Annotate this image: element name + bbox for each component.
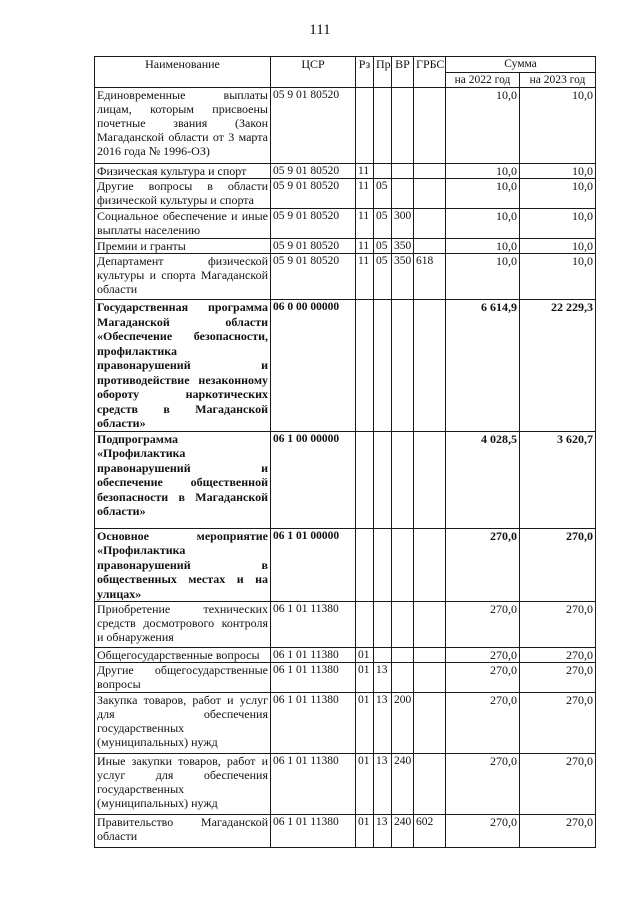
row-vr: 350	[392, 239, 414, 254]
row-pr: 13	[374, 815, 392, 848]
row-vr: 240	[392, 754, 414, 815]
row-rz: 11	[356, 164, 374, 179]
row-sum-2022: 10,0	[446, 254, 520, 300]
row-pr: 05	[374, 254, 392, 300]
row-csr: 06 1 01 11380	[271, 815, 356, 848]
row-name: Приобретение технических средств досмотрового контроля и обнаружения	[95, 602, 271, 648]
row-csr: 06 1 01 00000	[271, 528, 356, 602]
row-sum-2023: 10,0	[520, 88, 596, 164]
row-pr: 05	[374, 179, 392, 209]
row-csr: 05 9 01 80520	[271, 254, 356, 300]
row-pr	[374, 164, 392, 179]
table-row	[95, 88, 596, 164]
row-vr	[392, 179, 414, 209]
row-rz: 01	[356, 693, 374, 754]
row-csr: 06 1 01 11380	[271, 663, 356, 693]
row-name: Основное мероприятие «Профилактика правонарушений в общественных местах и на улицах»	[95, 528, 271, 602]
table-row	[95, 239, 596, 254]
row-name: Социальное обеспечение и иные выплаты населению	[95, 209, 271, 239]
row-name: Подпрограмма «Профилактика правонарушений и обеспечение общественной безопасности в Магаданской области»	[95, 431, 271, 528]
row-name: Премии и гранты	[95, 239, 271, 254]
header-pr: Пр	[374, 57, 392, 88]
row-csr: 06 0 00 00000	[271, 300, 356, 432]
row-rz	[356, 528, 374, 602]
row-csr: 05 9 01 80520	[271, 88, 356, 164]
header-year-2023: на 2023 год	[520, 73, 596, 88]
row-sum-2022: 270,0	[446, 648, 520, 663]
row-grbs	[414, 179, 446, 209]
row-name: Другие вопросы в области физической культуры и спорта	[95, 179, 271, 209]
row-name: Физическая культура и спорт	[95, 164, 271, 179]
row-grbs	[414, 528, 446, 602]
row-sum-2022: 270,0	[446, 693, 520, 754]
row-csr: 06 1 00 00000	[271, 431, 356, 528]
row-pr	[374, 88, 392, 164]
row-sum-2023: 10,0	[520, 239, 596, 254]
row-vr	[392, 648, 414, 663]
table-row	[95, 754, 596, 815]
page-number: 111	[309, 22, 331, 38]
row-sum-2023: 10,0	[520, 179, 596, 209]
row-vr	[392, 431, 414, 528]
row-vr: 350	[392, 254, 414, 300]
row-pr	[374, 602, 392, 648]
row-sum-2023: 270,0	[520, 693, 596, 754]
row-grbs	[414, 663, 446, 693]
row-vr	[392, 300, 414, 432]
row-sum-2022: 270,0	[446, 754, 520, 815]
row-name: Правительство Магаданской области	[95, 815, 271, 848]
header-sum: Сумма	[446, 57, 596, 73]
row-rz: 11	[356, 179, 374, 209]
row-rz: 11	[356, 254, 374, 300]
row-rz	[356, 300, 374, 432]
row-csr: 06 1 01 11380	[271, 754, 356, 815]
row-name: Иные закупки товаров, работ и услуг для обеспечения государственных (муниципальных) нужд	[95, 754, 271, 815]
row-pr: 13	[374, 693, 392, 754]
row-vr	[392, 602, 414, 648]
row-grbs	[414, 300, 446, 432]
row-csr: 06 1 01 11380	[271, 693, 356, 754]
table-row	[95, 254, 596, 300]
row-rz: 01	[356, 663, 374, 693]
row-sum-2022: 10,0	[446, 209, 520, 239]
header-name: Наименование	[95, 57, 271, 88]
row-sum-2023: 10,0	[520, 209, 596, 239]
row-csr: 05 9 01 80520	[271, 164, 356, 179]
row-grbs	[414, 239, 446, 254]
row-csr: 05 9 01 80520	[271, 209, 356, 239]
row-rz: 01	[356, 815, 374, 848]
table-row	[95, 528, 596, 602]
row-name: Закупка товаров, работ и услуг для обеспечения государственных (муниципальных) нужд	[95, 693, 271, 754]
row-rz	[356, 602, 374, 648]
row-rz: 11	[356, 239, 374, 254]
row-sum-2023: 10,0	[520, 164, 596, 179]
row-pr	[374, 528, 392, 602]
row-vr: 300	[392, 209, 414, 239]
row-name: Государственная программа Магаданской области «Обеспечение безопасности, профилактика правонарушений и противодействие незаконному обороту наркотических средств в Магаданской области»	[95, 300, 271, 432]
table-row	[95, 179, 596, 209]
row-sum-2023: 270,0	[520, 663, 596, 693]
row-grbs: 618	[414, 254, 446, 300]
row-sum-2022: 270,0	[446, 663, 520, 693]
table-row	[95, 648, 596, 663]
row-name: Единовременные выплаты лицам, которым присвоены почетные звания (Закон Магаданской области от 3 марта 2016 года № 1996-ОЗ)	[95, 88, 271, 164]
budget-table	[94, 56, 596, 848]
header-year-2022: на 2022 год	[446, 73, 520, 88]
row-grbs	[414, 164, 446, 179]
row-vr	[392, 88, 414, 164]
row-sum-2023: 270,0	[520, 754, 596, 815]
row-grbs	[414, 648, 446, 663]
row-sum-2022: 10,0	[446, 164, 520, 179]
row-pr: 13	[374, 663, 392, 693]
row-sum-2022: 10,0	[446, 239, 520, 254]
row-rz: 01	[356, 648, 374, 663]
row-vr	[392, 663, 414, 693]
header-vr: ВР	[392, 57, 414, 88]
row-rz: 11	[356, 209, 374, 239]
row-pr: 05	[374, 209, 392, 239]
row-rz: 01	[356, 754, 374, 815]
row-sum-2022: 270,0	[446, 528, 520, 602]
row-sum-2023: 270,0	[520, 602, 596, 648]
row-vr: 200	[392, 693, 414, 754]
row-pr	[374, 648, 392, 663]
row-grbs	[414, 602, 446, 648]
row-sum-2023: 10,0	[520, 254, 596, 300]
row-rz	[356, 88, 374, 164]
header-grbs: ГРБС	[414, 57, 446, 88]
row-name: Другие общегосударственные вопросы	[95, 663, 271, 693]
row-pr	[374, 431, 392, 528]
row-csr: 05 9 01 80520	[271, 179, 356, 209]
row-sum-2023: 270,0	[520, 815, 596, 848]
row-pr: 05	[374, 239, 392, 254]
row-name: Общегосударственные вопросы	[95, 648, 271, 663]
row-name: Департамент физической культуры и спорта Магаданской области	[95, 254, 271, 300]
row-vr: 240	[392, 815, 414, 848]
row-vr	[392, 164, 414, 179]
table-row	[95, 431, 596, 528]
row-grbs	[414, 431, 446, 528]
table-body	[95, 88, 596, 848]
table-row	[95, 663, 596, 693]
row-sum-2023: 270,0	[520, 528, 596, 602]
table-row	[95, 815, 596, 848]
table-row	[95, 209, 596, 239]
row-sum-2022: 10,0	[446, 88, 520, 164]
row-sum-2022: 270,0	[446, 602, 520, 648]
row-grbs	[414, 88, 446, 164]
row-sum-2022: 270,0	[446, 815, 520, 848]
row-pr: 13	[374, 754, 392, 815]
row-vr	[392, 528, 414, 602]
row-csr: 06 1 01 11380	[271, 602, 356, 648]
table-row	[95, 602, 596, 648]
header-rz: Рз	[356, 57, 374, 88]
row-rz	[356, 431, 374, 528]
table-row	[95, 693, 596, 754]
row-csr: 05 9 01 80520	[271, 239, 356, 254]
row-sum-2023: 22 229,3	[520, 300, 596, 432]
table-row	[95, 300, 596, 432]
row-grbs	[414, 693, 446, 754]
row-csr: 06 1 01 11380	[271, 648, 356, 663]
row-sum-2022: 10,0	[446, 179, 520, 209]
row-sum-2022: 6 614,9	[446, 300, 520, 432]
row-sum-2023: 270,0	[520, 648, 596, 663]
row-grbs	[414, 209, 446, 239]
table-row	[95, 164, 596, 179]
row-sum-2022: 4 028,5	[446, 431, 520, 528]
header-csr: ЦСР	[271, 57, 356, 88]
row-grbs: 602	[414, 815, 446, 848]
row-grbs	[414, 754, 446, 815]
row-sum-2023: 3 620,7	[520, 431, 596, 528]
row-pr	[374, 300, 392, 432]
